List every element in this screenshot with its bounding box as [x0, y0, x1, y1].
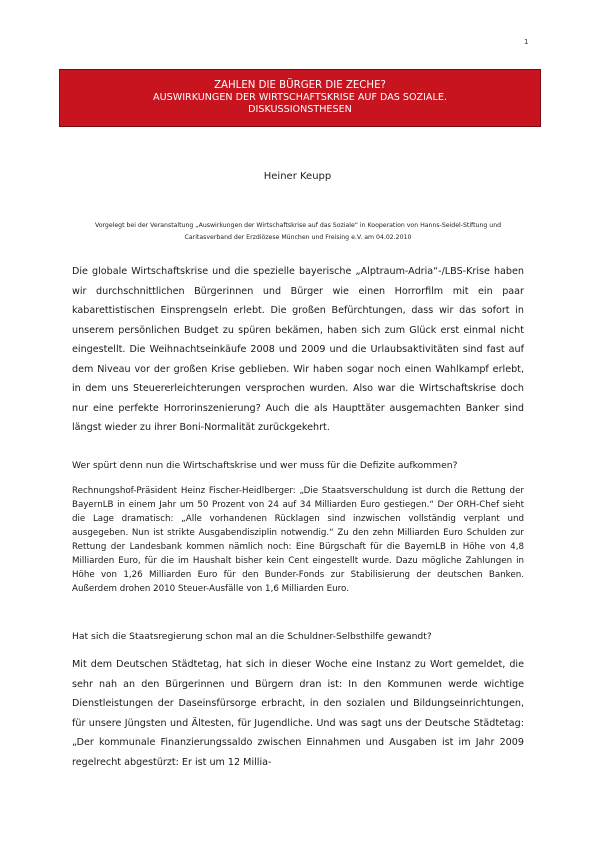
- page-number: 1: [524, 38, 529, 46]
- paragraph-intro: Die globale Wirtschaftskrise und die spezielle bayerische „Alptraum-Adria“-/LBS-Krise haben wir durchschnittlichen Bürgerinnen und Bürger wie einen Horrorfilm mit ein paar kabarettistischen Einsprengseln erlebt. Die großen Befürchtungen, dass wir das sofort in unserem persönlichen Budget zu spüren bekämen, haben sich zum Glück erst einmal nicht eingestellt. Die Weihnachtseinkäufe 2008 und 2009 und die Urlaubsaktivitäten sind fast auf dem Niveau vor der großen Krise geblieben. Wir haben sogar noch einen Wahlkampf erlebt, in dem uns Steuererleichterungen versprochen wurden. Also war die Wirtschaftskrise doch nur eine perfekte Horrorinszenierung? Auch die als Haupttäter ausgemachten Banker sind längst wieder zu ihrer Boni-Normalität zurückgekehrt.: [72, 266, 524, 433]
- banner-title-line-1: ZAHLEN DIE BÜRGER DIE ZECHE?: [214, 80, 386, 91]
- banner-title-line-2: AUSWIRKUNGEN DER WIRTSCHAFTSKRISE AUF DAS SOZIALE.: [153, 92, 447, 103]
- presentation-note: Vorgelegt bei der Veranstaltung „Auswirkungen der Wirtschaftskrise auf das Soziale“ in Kooperation von Hanns-Seidel-Stiftung und Caritasverband der Erzdiözese München und Freising e.V. am 04.02.2010: [94, 222, 502, 241]
- title-banner: [59, 69, 541, 127]
- question-heading-2: Hat sich die Staatsregierung schon mal an die Schuldner-Selbsthilfe gewandt?: [72, 631, 432, 642]
- author-name: Heiner Keupp: [263, 171, 332, 182]
- paragraph-debt: Rechnungshof-Präsident Heinz Fischer-Heidlberger: „Die Staatsverschuldung ist durch die Rettung der BayernLB in einem Jahr um 50 Prozent von 24 auf 34 Milliarden Euro gestiegen.“ Der ORH-Chef sieht die Lage dramatisch: „Alle vorhandenen Rücklagen sind inzwischen vollständig verplant und ausgegeben. Nun ist strikte Ausgabendisziplin notwendig.“ Zu den zehn Milliarden Euro Schulden zur Rettung der Landesbank kommen nämlich noch: Eine Bürgschaft für die BayernLB in Höhe von 4,8 Milliarden Euro, für die im Haushalt bisher kein Cent eingestellt wurde. Dazu mögliche Zahlungen in Höhe von 1,26 Milliarden Euro für den Bunder-Fonds zur Stabilisierung der deutschen Banken. Außerdem drohen 2010 Steuer-Ausfälle von 1,6 Milliarden Euro.: [72, 486, 524, 594]
- question-heading-1: Wer spürt denn nun die Wirtschaftskrise und wer muss für die Defizite aufkommen?: [72, 460, 458, 471]
- banner-title-line-3: DISKUSSIONSTHESEN: [248, 104, 352, 115]
- paragraph-staedtetag: Mit dem Deutschen Städtetag, hat sich in dieser Woche eine Instanz zu Wort gemeldet, die sehr nah an den Bürgerinnen und Bürgern dran ist: In den Kommunen werde wichtige Dienstleistungen der Daseinsfürsorge erbracht, in den sozialen und Bildungseinrichtungen, für unsere Jüngsten und Ältesten, für Jugendliche. Und was sagt uns der Deutsche Städtetag: „Der kommunale Finanzierungssaldo zwischen Einnahmen und Ausgaben ist im Jahr 2009 regelrecht abgestürzt: Er ist um 12 Millia-: [72, 659, 524, 768]
